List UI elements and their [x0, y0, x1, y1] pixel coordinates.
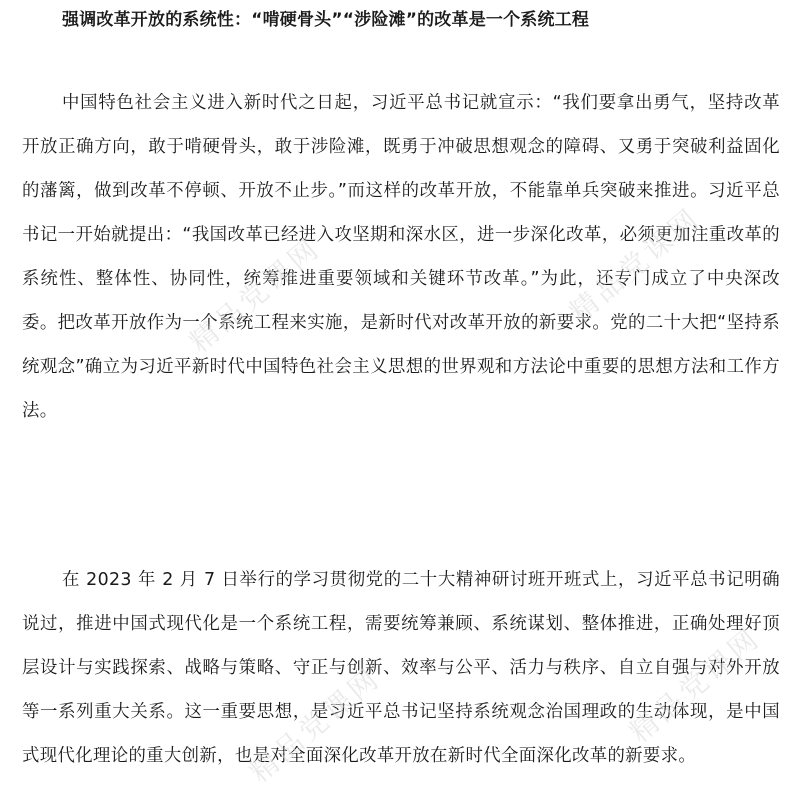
paragraph-2: 在 2023 年 2 月 7 日举行的学习贯彻党的二十大精神研讨班开班式上，习近平总书记明确说过，推进中国式现代化是一个系统工程，需要统筹兼顾、系统谋划、整体推进，正确处理好顶层设计与实践探索、战略与策略、守正与创新、效率与公平、活力与秩序、自立自强与对外开放等一系列重大关系。这一重要思想，是习近平总书记坚持系统观念治国理政的生动体现，是中国式现代化理论的重大创新，也是对全面深化改革开放在新时代全面深化改革的新要求。 [22, 570, 780, 766]
paragraph-1: 中国特色社会主义进入新时代之日起，习近平总书记就宣示：“我们要拿出勇气，坚持改革开放正确方向，敢于啃硬骨头，敢于涉险滩，既勇于冲破思想观念的障碍、又勇于突破利益固化的藩篱，做到改革不停顿、开放不止步。”而这样的改革开放，不能靠单兵突破来推进。习近平总书记一开始就提出：“我国改革已经进入攻坚期和深水区，进一步深化改革，必须更加注重改革的系统性、整体性、协同性，统筹推进重要领域和关键环节改革。”为此，还专门成立了中央深改委。把改革开放作为一个系统工程来实施，是新时代对改革开放的新要求。党的二十大把“坚持系统观念”确立为习近平新时代中国特色社会主义思想的世界观和方法论中重要的思想方法和工作方法。 [22, 93, 780, 421]
watermark-text: 精品党课网 [623, 620, 768, 750]
section-title: 强调改革开放的系统性：“啃硬骨头”“涉险滩”的改革是一个系统工程 [62, 10, 590, 30]
watermark-text: 精品党课网 [563, 200, 708, 330]
watermark-text: 精品党课网 [243, 660, 388, 790]
watermark-text: 精品党课网 [183, 230, 328, 360]
